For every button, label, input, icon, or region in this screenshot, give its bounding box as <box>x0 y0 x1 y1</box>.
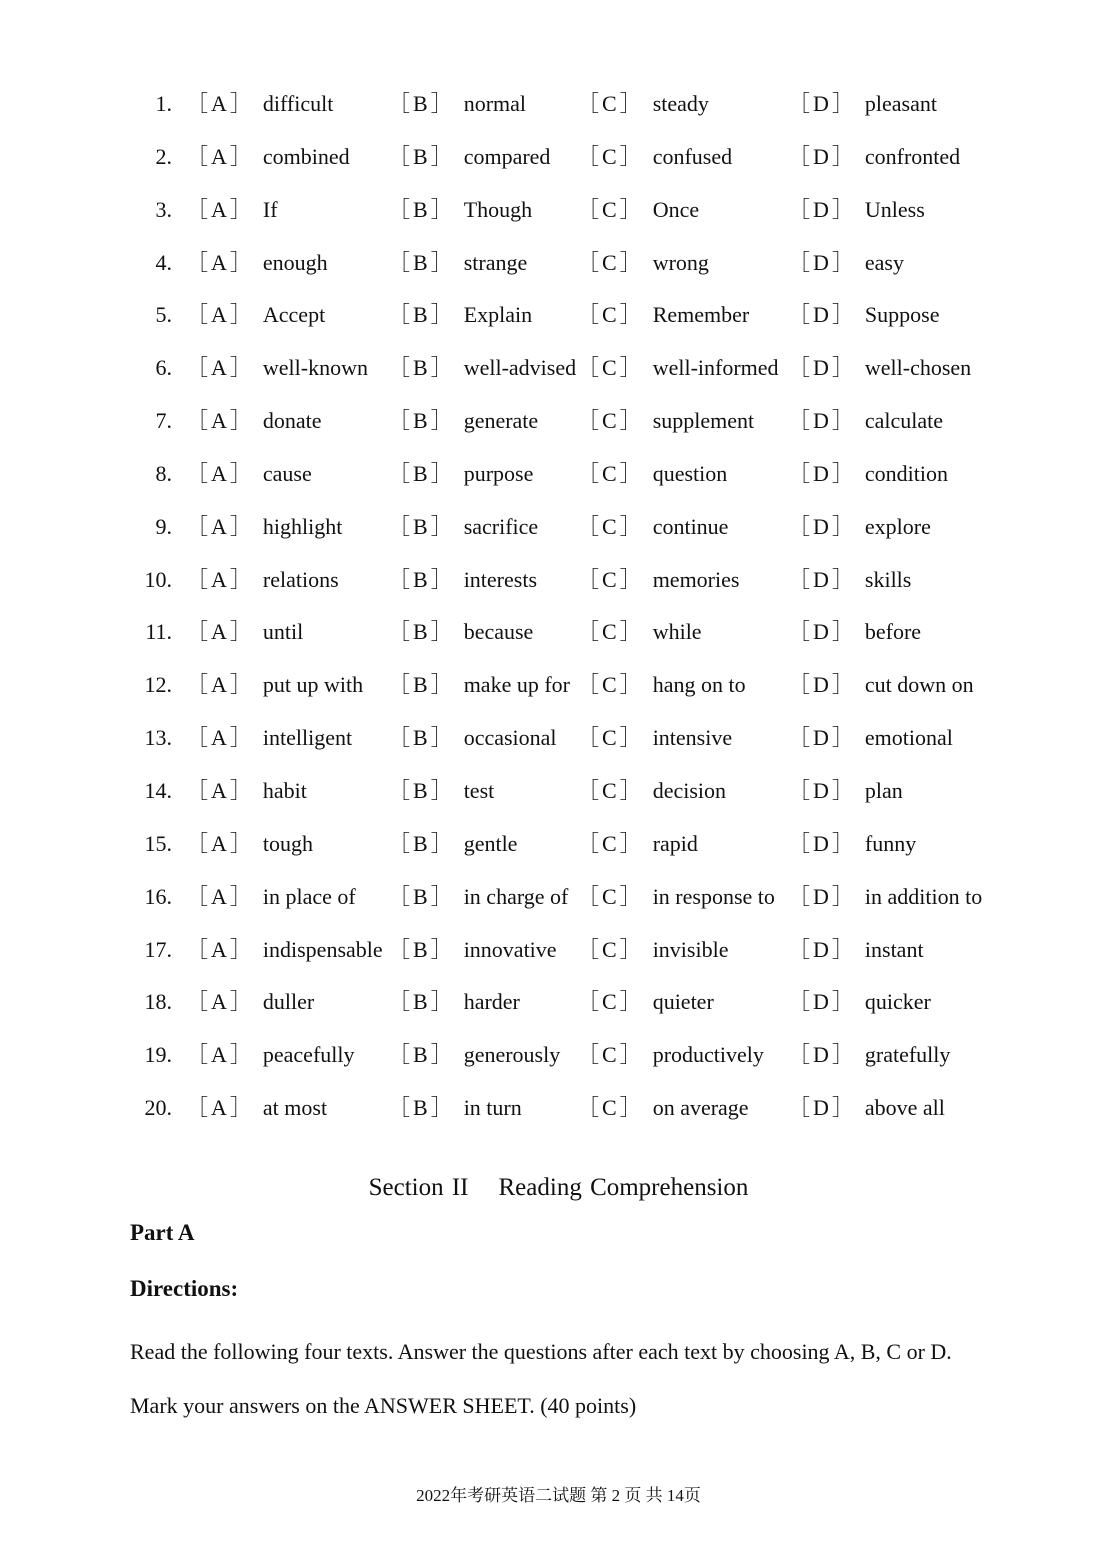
option-label: ［A］ <box>186 777 255 803</box>
question-number: 16. <box>144 883 172 909</box>
option-label: ［D］ <box>788 672 857 698</box>
option-label: ［C］ <box>577 936 645 962</box>
option-label: ［C］ <box>577 91 645 116</box>
option-label: ［B］ <box>388 355 456 381</box>
option-text: condition <box>864 460 948 486</box>
option-label: ［D］ <box>788 1042 857 1068</box>
option-text: well-advised <box>463 355 577 381</box>
option-a <box>186 395 322 448</box>
option-text: plan <box>864 777 903 803</box>
question-row <box>0 818 1117 871</box>
option-text: strange <box>463 249 528 275</box>
option-label: ［A］ <box>186 91 255 116</box>
option-label: ［A］ <box>186 1042 255 1068</box>
option-text: donate <box>262 408 322 434</box>
option-a <box>186 924 383 977</box>
question-number: 4. <box>155 249 172 275</box>
option-label: ［B］ <box>388 830 456 856</box>
option-label: ［A］ <box>186 725 255 751</box>
option-label: ［B］ <box>388 249 456 275</box>
option-text: hang on to <box>652 672 746 698</box>
option-label: ［C］ <box>577 725 645 751</box>
option-text: emotional <box>864 725 953 751</box>
option-label: ［D］ <box>788 302 857 328</box>
option-b <box>388 342 576 395</box>
question-number: 8. <box>155 460 172 486</box>
option-text: sacrifice <box>463 513 539 539</box>
option-label: ［A］ <box>186 196 255 222</box>
option-text: make up for <box>463 672 570 698</box>
option-text: rapid <box>652 830 698 856</box>
option-b <box>388 131 550 184</box>
option-label: ［B］ <box>388 619 456 645</box>
question-row <box>0 448 1117 501</box>
option-text: productively <box>652 1042 764 1068</box>
option-d <box>788 606 921 659</box>
option-text: in response to <box>652 883 775 909</box>
option-text: relations <box>262 566 339 592</box>
option-text: Though <box>463 196 533 222</box>
option-label: ［A］ <box>186 513 255 539</box>
option-label: ［B］ <box>388 143 456 169</box>
option-text: funny <box>864 830 917 856</box>
option-c <box>577 131 732 184</box>
options-list <box>0 78 1117 1135</box>
question-number: 18. <box>144 989 172 1015</box>
option-label: ［B］ <box>388 1095 456 1121</box>
option-text: on average <box>652 1095 749 1121</box>
option-text: Unless <box>864 196 925 222</box>
option-text: confronted <box>864 143 961 169</box>
option-text: confused <box>652 143 733 169</box>
option-b <box>388 237 527 290</box>
option-c <box>577 342 779 395</box>
option-d <box>788 871 982 924</box>
option-d <box>788 818 916 871</box>
option-c <box>577 184 699 237</box>
option-text: before <box>864 619 922 645</box>
option-c <box>577 237 709 290</box>
option-label: ［C］ <box>577 619 645 645</box>
option-label: ［B］ <box>388 936 456 962</box>
question-number: 2. <box>155 143 172 169</box>
question-number: 17. <box>144 936 172 962</box>
option-c <box>577 501 728 554</box>
option-text: Accept <box>262 302 326 328</box>
option-label: ［D］ <box>788 355 857 381</box>
option-label: ［A］ <box>186 830 255 856</box>
option-label: ［A］ <box>186 143 255 169</box>
option-label: ［D］ <box>788 725 857 751</box>
option-text: cut down on <box>864 672 974 698</box>
question-number: 6. <box>155 355 172 381</box>
option-b <box>388 659 570 712</box>
option-text: question <box>652 460 728 486</box>
option-b <box>388 871 568 924</box>
option-text: instant <box>864 936 924 962</box>
option-label: ［C］ <box>577 883 645 909</box>
option-a <box>186 289 325 342</box>
option-text: compared <box>463 143 551 169</box>
option-label: ［D］ <box>788 619 857 645</box>
option-a <box>186 1082 327 1135</box>
option-text: in addition to <box>864 883 983 909</box>
option-label: ［C］ <box>577 408 645 434</box>
question-number: 13. <box>144 725 172 751</box>
option-d <box>788 1082 945 1135</box>
option-label: ［C］ <box>577 1042 645 1068</box>
question-number: 12. <box>144 672 172 698</box>
option-c <box>577 659 746 712</box>
option-label: ［C］ <box>577 249 645 275</box>
question-row <box>0 342 1117 395</box>
option-text: interests <box>463 566 538 592</box>
option-c <box>577 924 728 977</box>
option-label: ［D］ <box>788 513 857 539</box>
option-b <box>388 818 517 871</box>
option-text: duller <box>262 989 315 1015</box>
option-label: ［A］ <box>186 249 255 275</box>
option-text: peacefully <box>262 1042 355 1068</box>
option-text: skills <box>864 566 912 592</box>
option-b <box>388 395 538 448</box>
option-d <box>788 924 924 977</box>
option-label: ［A］ <box>186 566 255 592</box>
option-text: well-chosen <box>864 355 972 381</box>
option-text: gratefully <box>864 1042 951 1068</box>
question-row <box>0 184 1117 237</box>
question-row <box>0 131 1117 184</box>
option-text: cause <box>262 460 312 486</box>
option-c <box>577 818 698 871</box>
option-label: ［C］ <box>577 830 645 856</box>
option-b <box>388 448 533 501</box>
option-text: continue <box>652 513 729 539</box>
section-name: Reading Comprehension <box>498 1174 749 1201</box>
option-text: because <box>463 619 534 645</box>
option-label: ［D］ <box>788 408 857 434</box>
option-label: ［C］ <box>577 196 645 222</box>
question-number: 15. <box>144 830 172 856</box>
option-b <box>388 976 520 1029</box>
option-text: while <box>652 619 702 645</box>
option-text: combined <box>262 143 350 169</box>
option-label: ［D］ <box>788 936 857 962</box>
option-d <box>788 659 974 712</box>
option-d <box>788 976 931 1029</box>
option-a <box>186 606 303 659</box>
option-text: generously <box>463 1042 561 1068</box>
option-text: normal <box>463 91 527 116</box>
option-text: enough <box>262 249 328 275</box>
option-a <box>186 976 314 1029</box>
option-d <box>788 554 911 607</box>
option-a <box>186 448 312 501</box>
option-c <box>577 289 749 342</box>
option-label: ［B］ <box>388 566 456 592</box>
option-text: innovative <box>463 936 557 962</box>
question-row <box>0 554 1117 607</box>
question-number: 7. <box>155 408 172 434</box>
option-c <box>577 606 702 659</box>
question-row <box>0 606 1117 659</box>
option-text: Suppose <box>864 302 940 328</box>
option-label: ［D］ <box>788 566 857 592</box>
option-text: intelligent <box>262 725 353 751</box>
option-text: Once <box>652 196 700 222</box>
question-number: 14. <box>144 777 172 803</box>
option-label: ［B］ <box>388 91 456 116</box>
directions-text: Read the following four texts. Answer the questions after each text by choosing A, B, C or D. Mark your answers on the ANSWER SHEET. (40 points) <box>130 1339 952 1418</box>
option-d <box>788 501 931 554</box>
option-text: in charge of <box>463 883 569 909</box>
option-d <box>788 289 939 342</box>
question-row <box>0 976 1117 1029</box>
option-label: ［A］ <box>186 619 255 645</box>
question-number: 19. <box>144 1042 172 1068</box>
question-number: 3. <box>155 196 172 222</box>
section-number: Section II <box>368 1174 469 1201</box>
page-footer: 2022年考研英语二试题 第 2 页 共 14页 <box>416 1486 701 1505</box>
option-d <box>788 1029 950 1082</box>
option-d <box>788 712 953 765</box>
question-row <box>0 765 1117 818</box>
option-a <box>186 237 328 290</box>
option-a <box>186 342 368 395</box>
option-a <box>186 501 342 554</box>
option-label: ［C］ <box>577 1095 645 1121</box>
option-text: Remember <box>652 302 750 328</box>
option-d <box>788 78 937 131</box>
option-label: ［B］ <box>388 1042 456 1068</box>
option-text: purpose <box>463 460 534 486</box>
option-text: steady <box>652 91 709 116</box>
option-b <box>388 712 557 765</box>
option-label: ［A］ <box>186 408 255 434</box>
question-row <box>0 712 1117 765</box>
option-text: put up with <box>262 672 364 698</box>
option-text: highlight <box>262 513 343 539</box>
option-text: indispensable <box>262 936 383 962</box>
option-b <box>388 765 494 818</box>
option-text: quieter <box>652 989 714 1015</box>
option-label: ［D］ <box>788 91 857 116</box>
option-label: ［D］ <box>788 1095 857 1121</box>
option-label: ［A］ <box>186 936 255 962</box>
option-label: ［B］ <box>388 513 456 539</box>
question-number: 11. <box>145 619 172 645</box>
option-label: ［B］ <box>388 408 456 434</box>
option-label: ［A］ <box>186 460 255 486</box>
option-label: ［C］ <box>577 989 645 1015</box>
option-label: ［C］ <box>577 777 645 803</box>
option-a <box>186 712 352 765</box>
question-number: 9. <box>155 513 172 539</box>
option-b <box>388 554 537 607</box>
option-label: ［B］ <box>388 302 456 328</box>
option-text: memories <box>652 566 740 592</box>
option-d <box>788 237 904 290</box>
option-b <box>388 501 538 554</box>
option-text: occasional <box>463 725 557 751</box>
option-text: easy <box>864 249 904 275</box>
option-label: ［B］ <box>388 777 456 803</box>
directions-heading: Directions: <box>130 1276 239 1301</box>
option-label: ［B］ <box>388 989 456 1015</box>
option-text: invisible <box>652 936 729 962</box>
option-c <box>577 1082 749 1135</box>
option-label: ［D］ <box>788 196 857 222</box>
option-label: ［B］ <box>388 725 456 751</box>
option-text: generate <box>463 408 539 434</box>
option-label: ［C］ <box>577 355 645 381</box>
option-c <box>577 554 739 607</box>
option-b <box>388 289 532 342</box>
option-a <box>186 871 356 924</box>
question-row <box>0 501 1117 554</box>
option-label: ［C］ <box>577 143 645 169</box>
question-row <box>0 78 1117 131</box>
option-text: If <box>262 196 278 222</box>
question-row <box>0 1082 1117 1135</box>
option-text: decision <box>652 777 727 803</box>
option-label: ［B］ <box>388 672 456 698</box>
question-number: 20. <box>144 1095 172 1121</box>
question-row <box>0 289 1117 342</box>
section-title <box>0 1174 1117 1202</box>
question-row <box>0 871 1117 924</box>
option-label: ［B］ <box>388 460 456 486</box>
option-b <box>388 78 526 131</box>
option-label: ［A］ <box>186 883 255 909</box>
option-b <box>388 606 533 659</box>
option-text: quicker <box>864 989 931 1015</box>
option-text: intensive <box>652 725 733 751</box>
question-row <box>0 924 1117 977</box>
option-label: ［D］ <box>788 830 857 856</box>
option-c <box>577 1029 764 1082</box>
option-b <box>388 184 532 237</box>
option-text: above all <box>864 1095 945 1121</box>
option-label: ［D］ <box>788 460 857 486</box>
option-text: wrong <box>652 249 709 275</box>
option-text: in turn <box>463 1095 522 1121</box>
option-label: ［A］ <box>186 989 255 1015</box>
option-a <box>186 659 363 712</box>
question-number: 1. <box>155 91 172 116</box>
option-text: well-known <box>262 355 368 381</box>
option-text: explore <box>864 513 931 539</box>
option-d <box>788 395 943 448</box>
option-label: ［C］ <box>577 672 645 698</box>
option-label: ［D］ <box>788 143 857 169</box>
option-text: Explain <box>463 302 533 328</box>
option-a <box>186 765 307 818</box>
option-c <box>577 871 775 924</box>
part-heading: Part A <box>130 1220 195 1245</box>
option-label: ［D］ <box>788 883 857 909</box>
question-row <box>0 1029 1117 1082</box>
option-label: ［D］ <box>788 249 857 275</box>
option-text: calculate <box>864 408 944 434</box>
option-c <box>577 976 714 1029</box>
option-text: tough <box>262 830 314 856</box>
question-row <box>0 659 1117 712</box>
option-label: ［A］ <box>186 355 255 381</box>
question-row <box>0 395 1117 448</box>
option-text: gentle <box>463 830 518 856</box>
option-text: test <box>463 777 495 803</box>
option-label: ［C］ <box>577 302 645 328</box>
option-d <box>788 765 903 818</box>
option-text: until <box>262 619 304 645</box>
option-text: difficult <box>262 91 334 116</box>
option-b <box>388 924 557 977</box>
option-c <box>577 448 727 501</box>
option-text: in place of <box>262 883 356 909</box>
option-a <box>186 78 333 131</box>
option-label: ［A］ <box>186 672 255 698</box>
option-a <box>186 554 339 607</box>
option-d <box>788 131 960 184</box>
option-label: ［C］ <box>577 513 645 539</box>
option-a <box>186 1029 355 1082</box>
option-label: ［D］ <box>788 777 857 803</box>
option-a <box>186 131 350 184</box>
option-c <box>577 765 726 818</box>
option-text: harder <box>463 989 520 1015</box>
option-a <box>186 818 313 871</box>
option-label: ［C］ <box>577 566 645 592</box>
option-d <box>788 342 971 395</box>
question-number: 5. <box>155 302 172 328</box>
option-c <box>577 712 732 765</box>
option-label: ［B］ <box>388 196 456 222</box>
option-b <box>388 1029 560 1082</box>
option-c <box>577 78 709 131</box>
option-text: habit <box>262 777 307 803</box>
option-text: pleasant <box>864 91 937 116</box>
option-d <box>788 448 948 501</box>
option-c <box>577 395 754 448</box>
option-b <box>388 1082 522 1135</box>
option-a <box>186 184 278 237</box>
option-d <box>788 184 925 237</box>
option-label: ［B］ <box>388 883 456 909</box>
option-label: ［C］ <box>577 460 645 486</box>
question-number: 10. <box>144 566 172 592</box>
question-row <box>0 237 1117 290</box>
option-text: well-informed <box>652 355 779 381</box>
option-label: ［A］ <box>186 1095 255 1121</box>
option-label: ［D］ <box>788 989 857 1015</box>
option-text: supplement <box>652 408 755 434</box>
option-text: at most <box>262 1095 328 1121</box>
option-label: ［A］ <box>186 302 255 328</box>
